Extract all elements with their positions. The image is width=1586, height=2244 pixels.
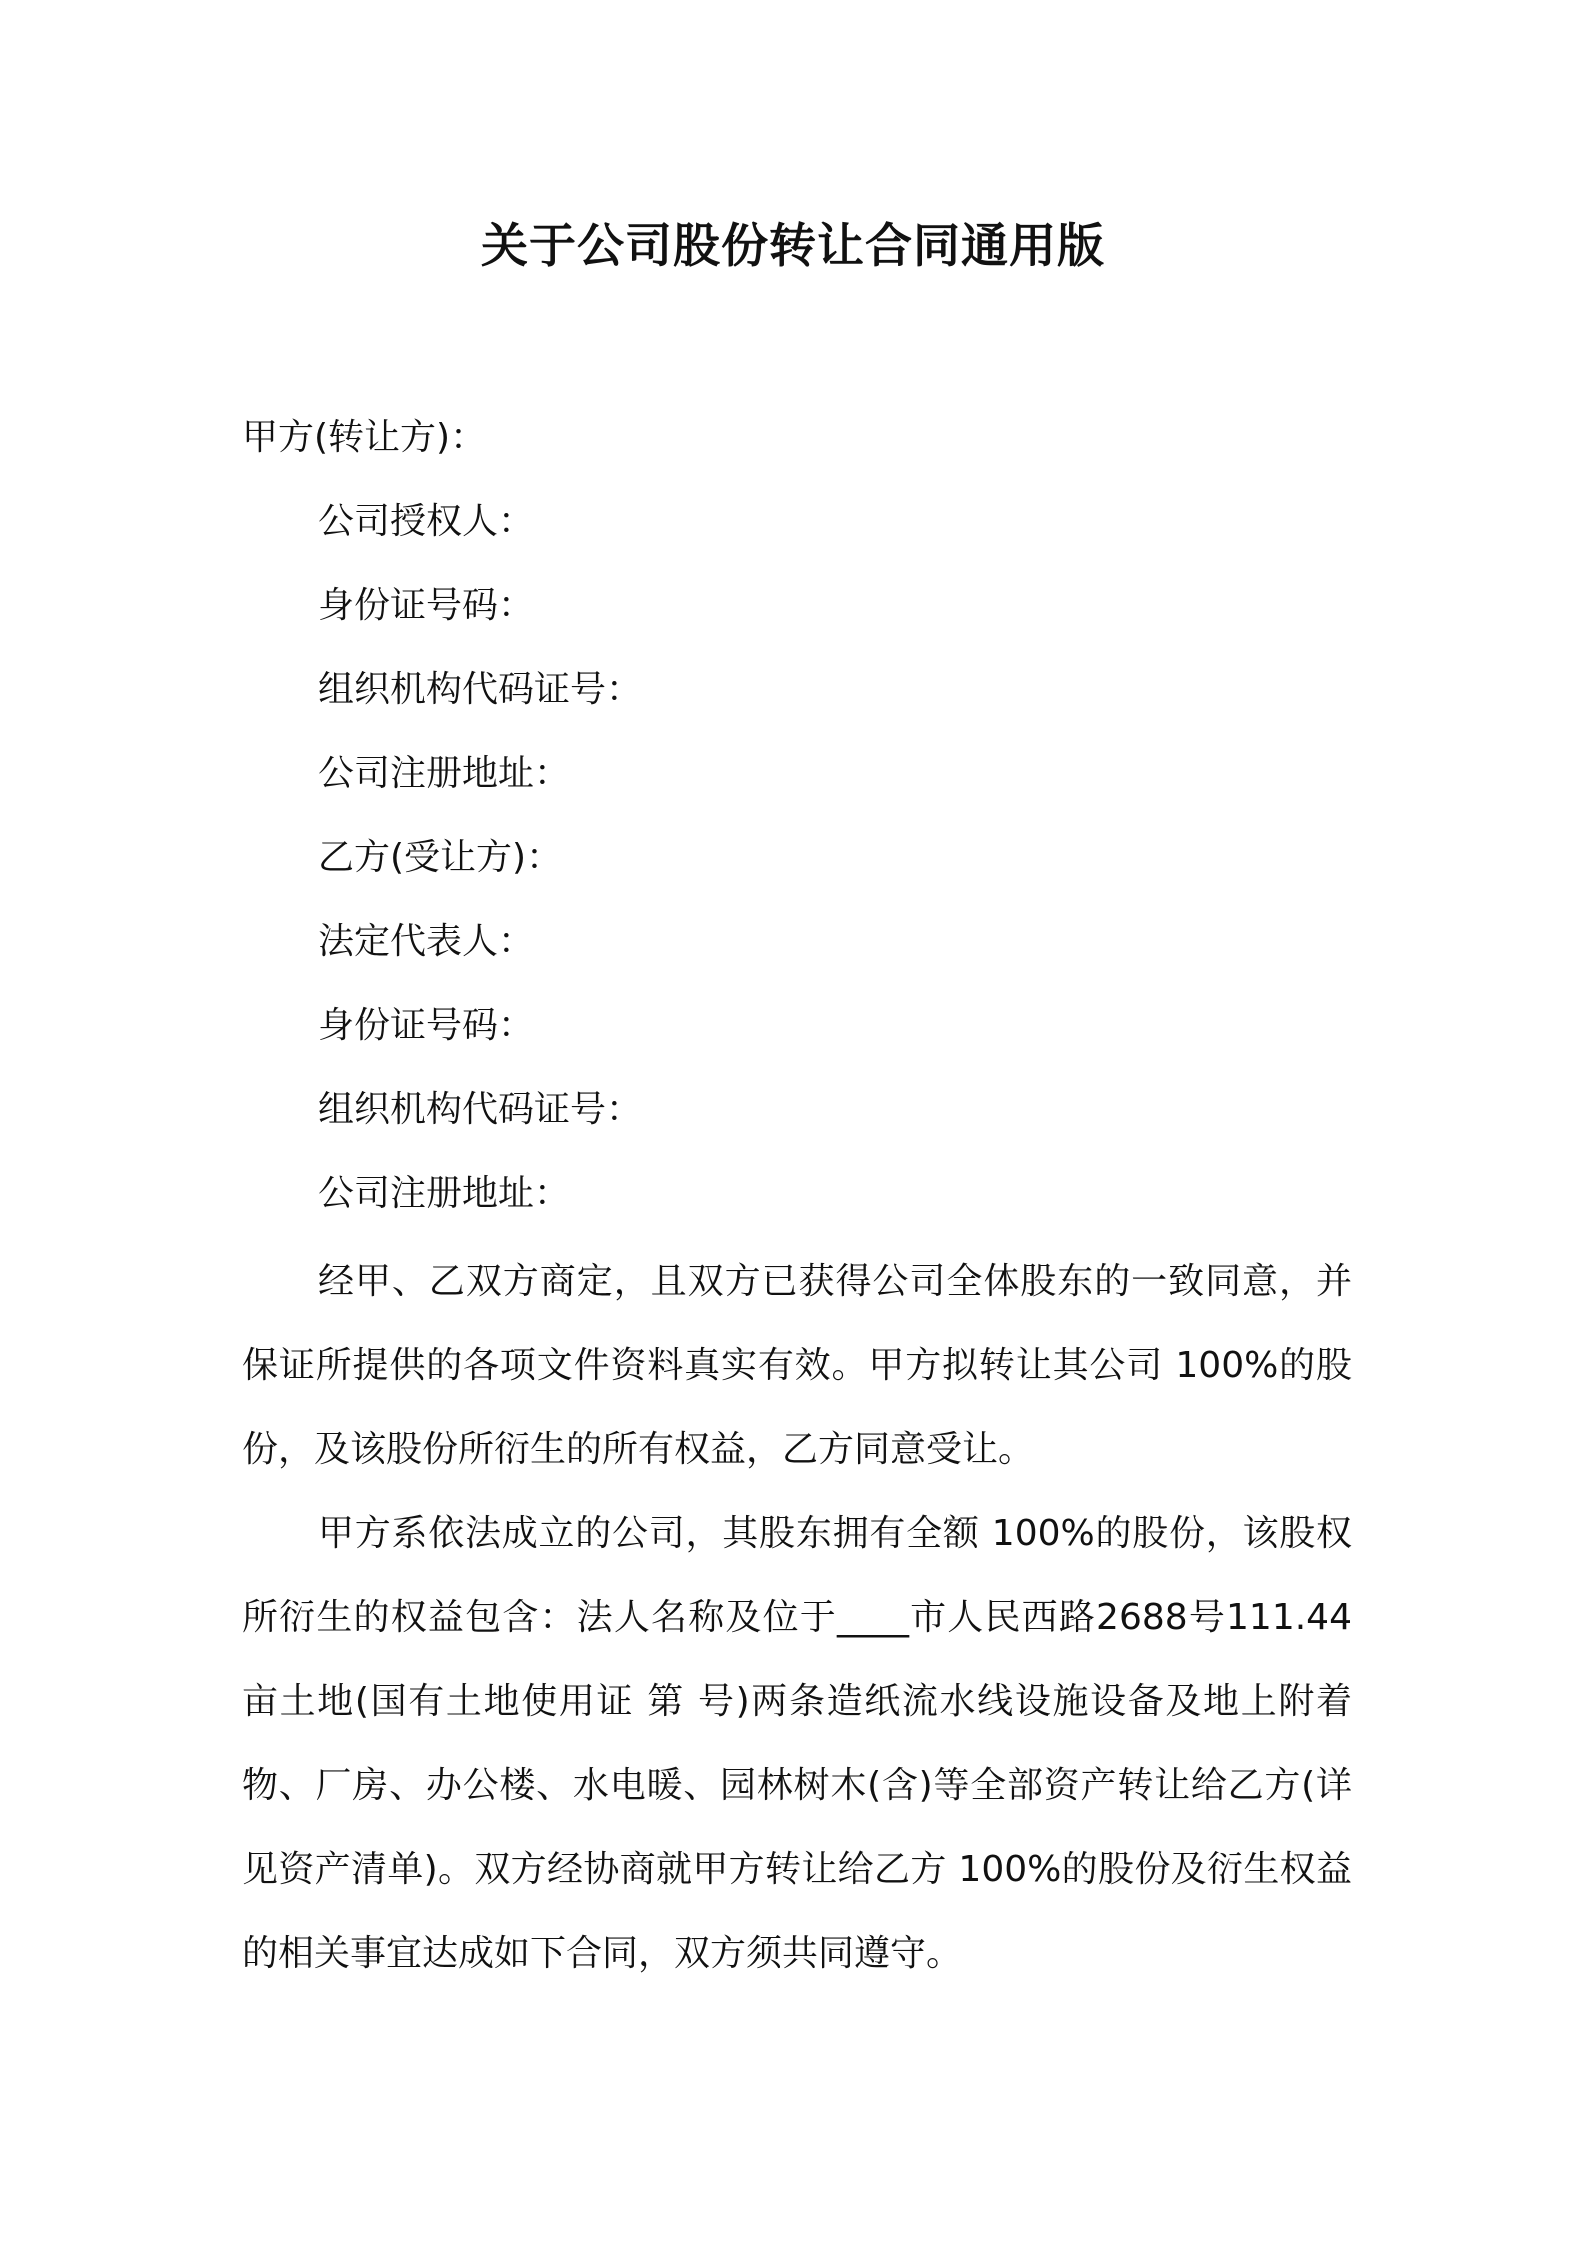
party-b-org-code: 组织机构代码证号：: [318, 1089, 643, 1130]
party-a-address: 公司注册地址：: [318, 753, 571, 794]
party-a-authorized-person: 公司授权人：: [318, 501, 535, 542]
party-b-id-number: 身份证号码：: [318, 1005, 535, 1046]
party-b-heading: 乙方(受让方)：: [318, 837, 563, 878]
paragraph-agreement: 经甲、乙双方商定，且双方已获得公司全体股东的一致同意，并保证所提供的各项文件资料真实有效。甲方拟转让其公司 100%的股份，及该股份所衍生的所有权益，乙方同意受让。: [242, 1261, 1352, 1470]
party-b-legal-rep: 法定代表人：: [318, 921, 535, 962]
document-title: 关于公司股份转让合同通用版: [481, 219, 1105, 274]
party-b-address: 公司注册地址：: [318, 1173, 571, 1214]
party-a-heading: 甲方(转让方)：: [242, 417, 487, 458]
paragraph-assets: 甲方系依法成立的公司，其股东拥有全额 100%的股份，该股权所衍生的权益包含：法人名称及位于____市人民西路2688号111.44亩土地(国有土地使用证 第 号)两条造纸流水线设施设备及地上附着物、厂房、办公楼、水电暖、园林树木(含)等全部资产转让给乙方(详见资产清单)。双方经协商就甲方转让给乙方 100%的股份及衍生权益的相关事宜达成如下合同，双方须共同遵守。: [242, 1513, 1352, 1974]
party-a-org-code: 组织机构代码证号：: [318, 669, 643, 710]
party-a-id-number: 身份证号码：: [318, 585, 535, 626]
